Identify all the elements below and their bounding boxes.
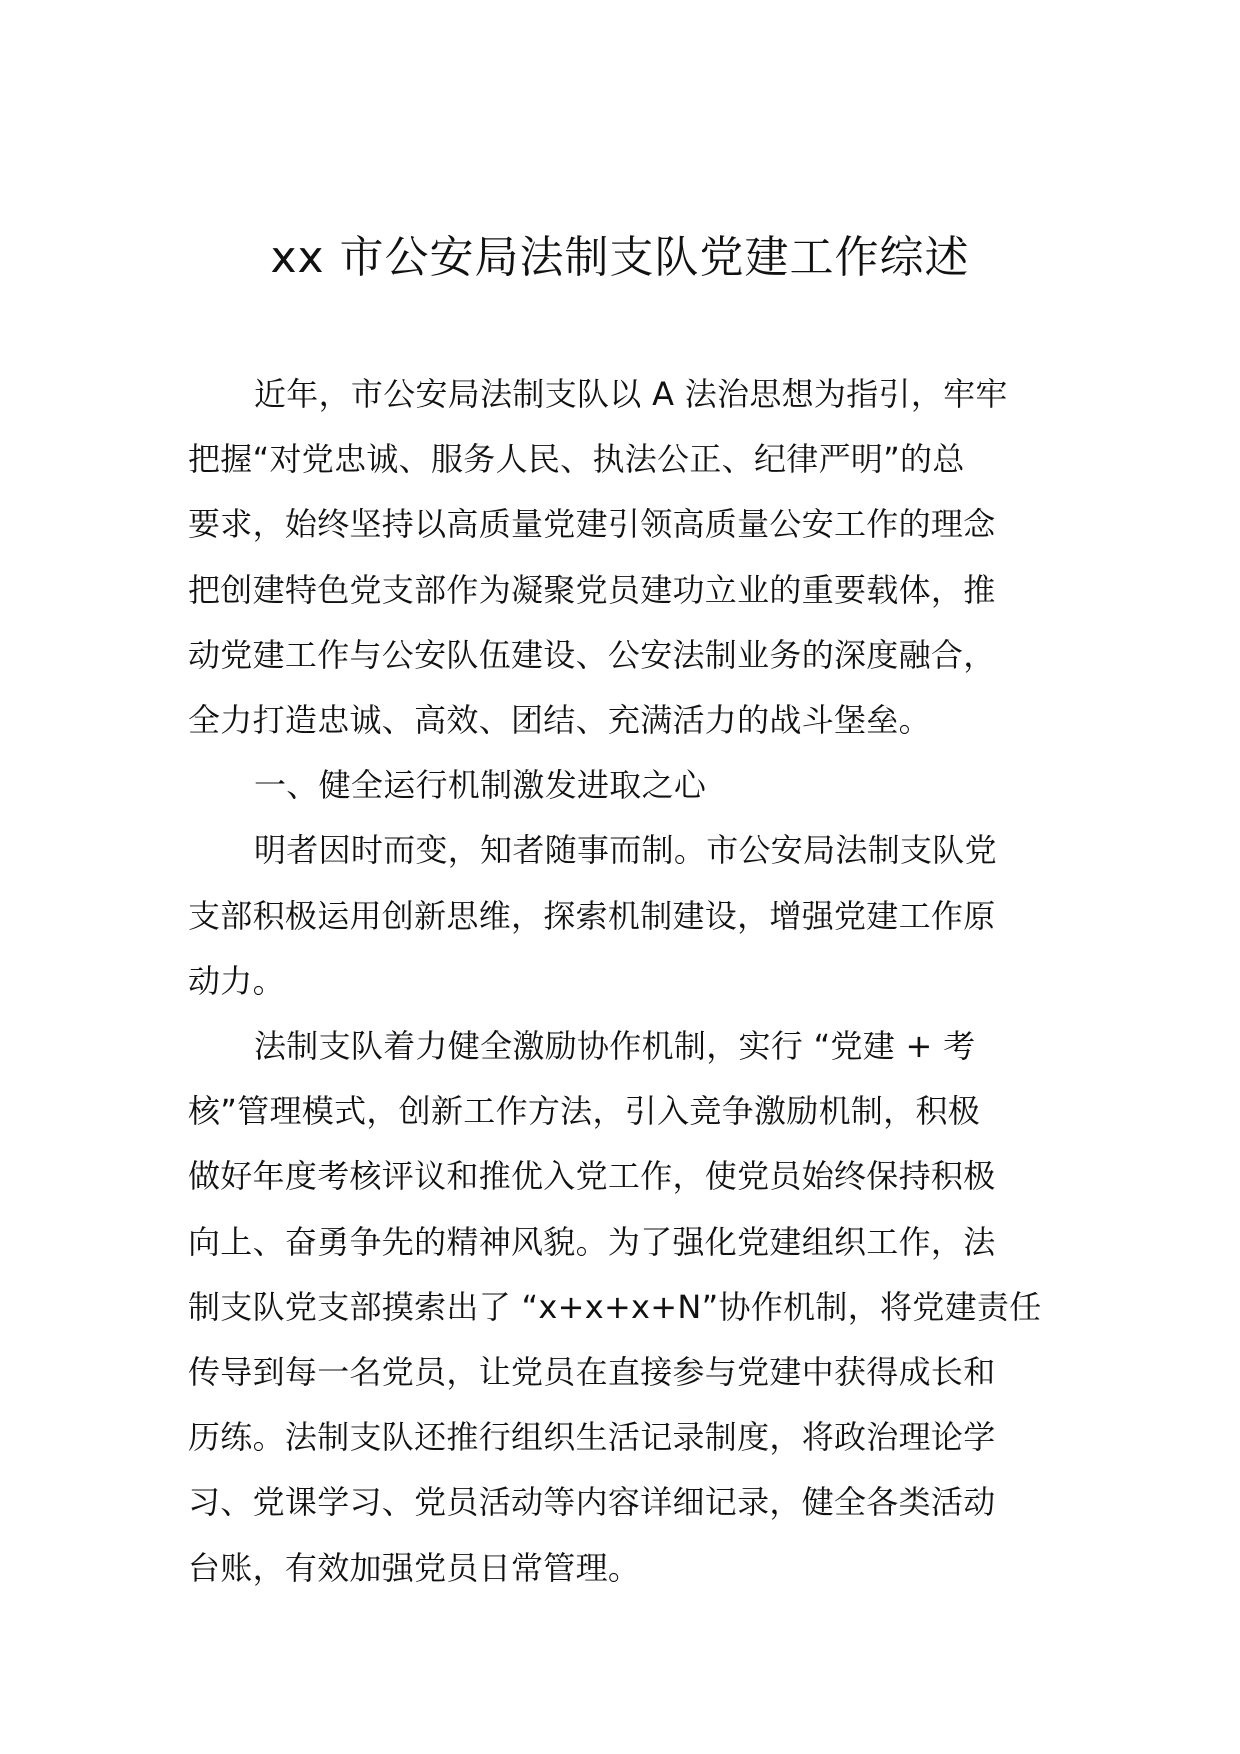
text-line: 制支队党支部摸索出了 “x+x+x+N”协作机制，将党建责任 xyxy=(188,1287,1042,1326)
text-line: 动党建工作与公安队伍建设、公安法制业务的深度融合， xyxy=(188,635,996,674)
text-line: 历练。法制支队还推行组织生活记录制度，将政治理论学 xyxy=(188,1418,996,1457)
text-line: 全力打造忠诚、高效、团结、充满活力的战斗堡垒。 xyxy=(188,701,931,740)
text-line: 明者因时而变，知者随事而制。市公安局法制支队党 xyxy=(254,831,997,870)
paragraph-3 xyxy=(188,1014,1058,1601)
paragraph-intro xyxy=(188,362,1058,753)
paragraph-2 xyxy=(188,818,1058,1014)
text-line: 台账，有效加强党员日常管理。 xyxy=(188,1548,641,1587)
text-line: 向上、奋勇争先的精神风貌。为了强化党建组织工作，法 xyxy=(188,1222,996,1261)
text-line: 习、党课学习、党员活动等内容详细记录，健全各类活动 xyxy=(188,1483,996,1522)
text-line: 支部积极运用创新思维，探索机制建设，增强党建工作原 xyxy=(188,896,996,935)
document-body xyxy=(188,362,1058,1601)
text-line: 把创建特色党支部作为凝聚党员建功立业的重要载体，推 xyxy=(188,570,996,609)
document-title: xx 市公安局法制支队党建工作综述 xyxy=(270,232,970,283)
text-line: 把握“对党忠诚、服务人民、执法公正、纪律严明”的总 xyxy=(188,440,965,479)
section-heading-1 xyxy=(188,753,1058,818)
text-line: 传导到每一名党员，让党员在直接参与党建中获得成长和 xyxy=(188,1353,996,1392)
text-line: 近年，市公安局法制支队以 A 法治思想为指引，牢牢 xyxy=(254,375,1008,413)
text-line: 一、健全运行机制激发进取之心 xyxy=(254,766,707,805)
text-line: 法制支队着力健全激励协作机制，实行 “党建 + 考 xyxy=(254,1027,976,1066)
text-line: 要求，始终坚持以高质量党建引领高质量公安工作的理念 xyxy=(188,505,996,544)
text-line: 动力。 xyxy=(188,961,285,1000)
text-line: 做好年度考核评议和推优入党工作，使党员始终保持积极 xyxy=(188,1157,996,1196)
text-line: 核”管理模式，创新工作方法，引入竞争激励机制，积极 xyxy=(188,1092,981,1131)
